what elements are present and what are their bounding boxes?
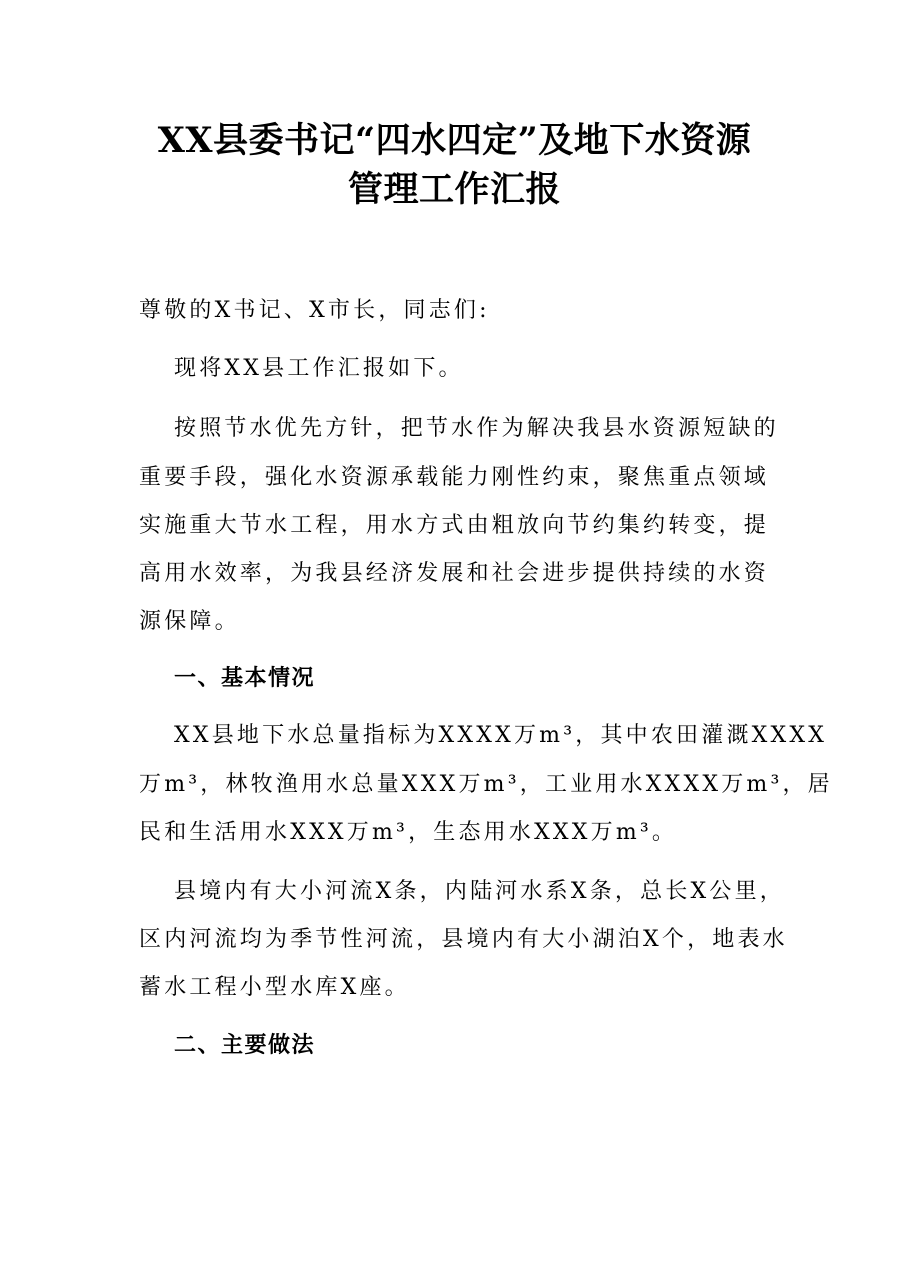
section-heading-2: 二、主要做法 <box>174 1033 316 1058</box>
paragraph-1-line-1: 按照节水优先方针，把节水作为解决我县水资源短缺的 <box>174 416 779 441</box>
paragraph-2-line-2: 万m³，林牧渔用水总量XXX万m³，工业用水XXXX万m³，居 <box>139 772 833 797</box>
paragraph-3-line-1: 县境内有大小河流X条，内陆河水系X条，总长X公里， <box>174 879 785 904</box>
section-heading-1: 一、基本情况 <box>174 666 316 691</box>
salutation: 尊敬的X书记、X市长，同志们: <box>139 298 490 323</box>
paragraph-1-line-3: 实施重大节水工程，用水方式由粗放向节约集约转变，提 <box>139 513 770 538</box>
paragraph-3-line-3: 蓄水工程小型水库X座。 <box>139 975 410 1000</box>
paragraph-3-line-2: 区内河流均为季节性河流，县境内有大小湖泊X个，地表水 <box>139 927 788 952</box>
paragraph-1-line-2: 重要手段，强化水资源承载能力刚性约束，聚焦重点领域 <box>139 465 770 490</box>
paragraph-2-line-3: 民和生活用水XXX万m³，生态用水XXX万m³。 <box>139 820 678 845</box>
document-title-line-2: 管理工作汇报 <box>347 169 561 210</box>
paragraph-1-line-4: 高用水效率，为我县经济发展和社会进步提供持续的水资 <box>139 561 770 586</box>
intro-paragraph: 现将XX县工作汇报如下。 <box>174 356 464 381</box>
paragraph-1-line-5: 源保障。 <box>139 609 240 634</box>
paragraph-2-line-1: XX县地下水总量指标为XXXX万m³，其中农田灌溉XXXX <box>174 723 828 748</box>
document-title-line-1: XX县委书记“四水四定”及地下水资源 <box>157 120 752 161</box>
